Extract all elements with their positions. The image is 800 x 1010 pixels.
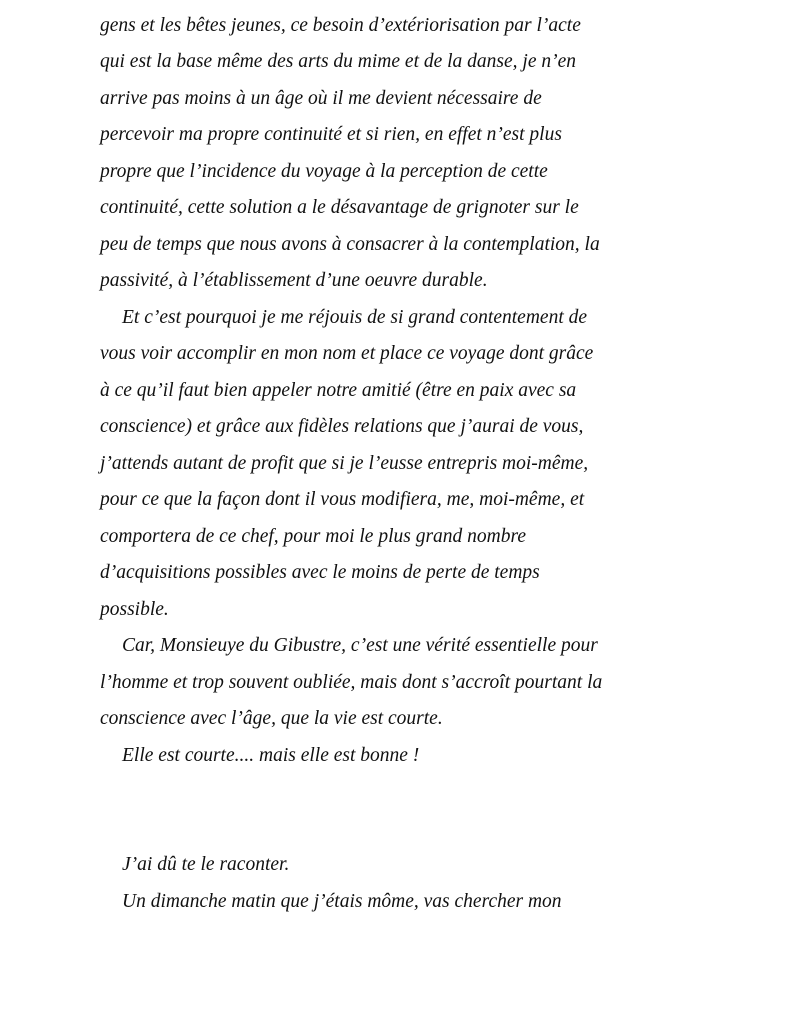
text-line: l’homme et trop souvent oubliée, mais dont s’accroît pourtant la — [100, 672, 603, 693]
text-line: qui est la base même des arts du mime et de la danse, je n’en — [100, 51, 577, 72]
text-line: conscience) et grâce aux fidèles relations que j’aurai de vous, — [100, 416, 584, 437]
text-line: comportera de ce chef, pour moi le plus grand nombre — [100, 526, 527, 547]
text-line: passivité, à l’établissement d’une oeuvre durable. — [100, 270, 488, 291]
text-line: d’acquisitions possibles avec le moins de perte de temps — [100, 562, 540, 583]
text-line: propre que l’incidence du voyage à la perception de cette — [100, 161, 548, 182]
text-line: j’attends autant de profit que si je l’eusse entrepris moi-même, — [100, 453, 589, 474]
text-line: J’ai dû te le raconter. — [122, 854, 290, 875]
text-line: vous voir accomplir en mon nom et place ce voyage dont grâce — [100, 343, 594, 364]
text-line: gens et les bêtes jeunes, ce besoin d’extériorisation par l’acte — [100, 15, 581, 36]
text-line: Elle est courte.... mais elle est bonne ! — [122, 745, 420, 766]
text-line: à ce qu’il faut bien appeler notre amitié (être en paix avec sa — [100, 380, 577, 401]
text-line: percevoir ma propre continuité et si rien, en effet n’est plus — [100, 124, 562, 145]
text-line: conscience avec l’âge, que la vie est courte. — [100, 708, 443, 729]
text-line: pour ce que la façon dont il vous modifiera, me, moi-même, et — [100, 489, 585, 510]
text-line: Et c’est pourquoi je me réjouis de si grand contentement de — [122, 307, 588, 328]
text-line: Un dimanche matin que j’étais môme, vas chercher mon — [122, 891, 562, 912]
text-line: possible. — [100, 599, 169, 620]
text-line: arrive pas moins à un âge où il me devient nécessaire de — [100, 88, 542, 109]
text-line: Car, Monsieuye du Gibustre, c’est une vérité essentielle pour — [122, 635, 598, 656]
text-line: peu de temps que nous avons à consacrer à la contemplation, la — [100, 234, 600, 255]
text-line: continuité, cette solution a le désavantage de grignoter sur le — [100, 197, 579, 218]
